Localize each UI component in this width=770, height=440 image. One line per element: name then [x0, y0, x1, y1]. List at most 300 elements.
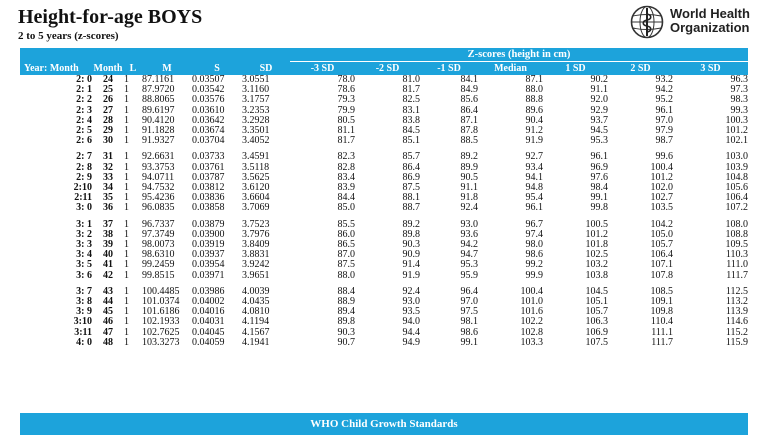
s-cell: 0.03704: [192, 135, 225, 147]
s-cell: 0.03507: [192, 74, 225, 85]
pos3sd-cell: 108.0: [725, 218, 749, 230]
month-cell: 44: [103, 296, 113, 308]
sd-cell: 4.1567: [242, 326, 270, 338]
year-month-cell: 2: 8: [76, 161, 92, 173]
l-cell: 1: [124, 135, 129, 147]
col-header-sd: SD: [242, 62, 290, 76]
pos3sd-cell: 106.4: [725, 192, 749, 204]
neg1sd-cell: 93.6: [460, 228, 478, 240]
sd-cell: 3.4052: [242, 135, 270, 147]
neg2sd-cell: 90.3: [402, 239, 420, 251]
zscore-group-header: Z-scores (height in cm): [290, 48, 748, 62]
neg2sd-cell: 91.9: [402, 269, 420, 281]
l-cell: 1: [124, 316, 129, 328]
neg1sd-cell: 87.1: [460, 114, 478, 126]
pos2sd-cell: 95.2: [655, 94, 673, 106]
l-cell: 1: [124, 84, 129, 96]
pos3sd-cell: 110.3: [725, 249, 749, 261]
median-cell: 100.4: [520, 285, 543, 297]
median-cell: 91.9: [525, 135, 543, 147]
pos1sd-cell: 103.8: [585, 269, 608, 281]
s-cell: 0.03858: [192, 202, 225, 214]
l-cell: 1: [124, 114, 129, 126]
pos1sd-cell: 99.8: [590, 202, 608, 214]
year-month-cell: 2: 1: [76, 84, 92, 96]
median-cell: 96.1: [525, 202, 543, 214]
neg2sd-cell: 82.5: [402, 94, 420, 106]
neg3sd-cell: 79.3: [337, 94, 355, 106]
neg1sd-cell: 98.1: [460, 316, 478, 328]
median-cell: 87.1: [525, 74, 543, 85]
table-row: [20, 152, 748, 162]
sd-cell: 3.9242: [242, 259, 270, 271]
sd-cell: 4.0810: [242, 306, 270, 318]
median-cell: 91.2: [525, 125, 543, 137]
neg3sd-cell: 86.0: [337, 228, 355, 240]
pos3sd-cell: 112.5: [725, 285, 749, 297]
median-cell: 96.7: [525, 218, 543, 230]
table-row: [20, 260, 748, 270]
month-cell: 46: [103, 316, 113, 328]
who-logo: [628, 4, 770, 40]
month-cell: 27: [103, 104, 113, 116]
l-cell: 1: [124, 296, 129, 308]
neg2sd-cell: 85.1: [402, 135, 420, 147]
m-cell: 91.9327: [142, 135, 175, 147]
col-header-s: S: [192, 62, 242, 76]
pos1sd-cell: 92.9: [590, 104, 608, 116]
l-cell: 1: [124, 192, 129, 204]
month-cell: 41: [103, 259, 113, 271]
neg3sd-cell: 83.9: [337, 182, 355, 194]
year-month-cell: 2: 0: [76, 74, 92, 85]
neg2sd-cell: 94.9: [402, 336, 420, 348]
neg1sd-cell: 85.6: [460, 94, 478, 106]
l-cell: 1: [124, 326, 129, 338]
neg3sd-cell: 90.7: [337, 336, 355, 348]
pos1sd-cell: 100.5: [585, 218, 608, 230]
sd-cell: 3.2353: [242, 104, 270, 116]
pos3sd-cell: 113.2: [725, 296, 749, 308]
pos2sd-cell: 111.1: [651, 326, 673, 338]
pos3sd-cell: 100.3: [725, 114, 749, 126]
pos3sd-cell: 108.8: [725, 228, 749, 240]
month-cell: 34: [103, 182, 113, 194]
neg3sd-cell: 87.5: [337, 259, 355, 271]
month-cell: 43: [103, 285, 113, 297]
col-header-1sd: 1 SD: [543, 62, 608, 76]
neg1sd-cell: 94.2: [460, 239, 478, 251]
sd-cell: 3.7523: [242, 218, 270, 230]
l-cell: 1: [124, 218, 129, 230]
month-cell: 29: [103, 125, 113, 137]
m-cell: 90.4120: [142, 114, 175, 126]
table-row: [20, 338, 748, 348]
pos1sd-cell: 91.1: [590, 84, 608, 96]
m-cell: 100.4485: [142, 285, 180, 297]
neg2sd-cell: 86.4: [402, 161, 420, 173]
m-cell: 89.6197: [142, 104, 175, 116]
neg1sd-cell: 87.8: [460, 125, 478, 137]
neg3sd-cell: 82.3: [337, 151, 355, 163]
year-month-cell: 3: 4: [76, 249, 92, 261]
median-cell: 101.6: [520, 306, 543, 318]
col-header-m: M: [142, 62, 192, 76]
s-cell: 0.04045: [192, 326, 225, 338]
sd-cell: 3.7976: [242, 228, 270, 240]
pos3sd-cell: 103.0: [725, 151, 749, 163]
col-header-median: Median: [478, 62, 543, 76]
l-cell: 1: [124, 228, 129, 240]
m-cell: 92.6631: [142, 151, 175, 163]
pos3sd-cell: 97.3: [730, 84, 749, 96]
neg3sd-cell: 85.5: [337, 218, 355, 230]
pos3sd-cell: 114.6: [725, 316, 749, 328]
pos2sd-cell: 98.7: [655, 135, 673, 147]
l-cell: 1: [124, 249, 129, 261]
table-row: [20, 95, 748, 105]
year-month-cell: 2: 9: [76, 171, 92, 183]
neg1sd-cell: 97.0: [460, 296, 478, 308]
year-month-cell: 3: 5: [76, 259, 92, 271]
org-name-line2: Organization: [670, 20, 750, 35]
pos1sd-cell: 106.9: [585, 326, 608, 338]
s-cell: 0.04002: [192, 296, 225, 308]
pos3sd-cell: 115.2: [725, 326, 749, 338]
median-cell: 99.9: [525, 269, 543, 281]
pos3sd-cell: 101.2: [725, 125, 749, 137]
l-cell: 1: [124, 182, 129, 194]
l-cell: 1: [124, 259, 129, 271]
s-cell: 0.04016: [192, 306, 225, 318]
pos1sd-cell: 93.7: [590, 114, 608, 126]
table-row: [20, 173, 748, 183]
l-cell: 1: [124, 336, 129, 348]
month-cell: 37: [103, 218, 113, 230]
neg1sd-cell: 94.7: [460, 249, 478, 261]
s-cell: 0.04059: [192, 336, 225, 348]
year-month-cell: 2:10: [73, 182, 92, 194]
pos3sd-cell: 104.8: [725, 171, 749, 183]
m-cell: 99.8515: [142, 269, 175, 281]
year-month-cell: 2: 6: [76, 135, 92, 147]
median-cell: 89.6: [525, 104, 543, 116]
neg1sd-cell: 95.3: [460, 259, 478, 271]
s-cell: 0.03836: [192, 192, 225, 204]
neg2sd-cell: 88.7: [402, 202, 420, 214]
s-cell: 0.03919: [192, 239, 225, 251]
pos2sd-cell: 103.5: [650, 202, 673, 214]
year-month-cell: 3:10: [73, 316, 92, 328]
year-month-cell: 3: 1: [76, 218, 92, 230]
s-cell: 0.03761: [192, 161, 225, 173]
neg1sd-cell: 84.9: [460, 84, 478, 96]
pos2sd-cell: 102.7: [650, 192, 673, 204]
pos2sd-cell: 107.8: [650, 269, 673, 281]
pos3sd-cell: 109.5: [725, 239, 749, 251]
pos3sd-cell: 99.3: [730, 104, 749, 116]
neg3sd-cell: 90.3: [337, 326, 355, 338]
neg1sd-cell: 89.2: [460, 151, 478, 163]
m-cell: 102.7625: [142, 326, 180, 338]
pos2sd-cell: 104.2: [650, 218, 673, 230]
neg2sd-cell: 94.0: [402, 316, 420, 328]
year-month-cell: 2: 7: [76, 151, 92, 163]
neg1sd-cell: 95.9: [460, 269, 478, 281]
pos3sd-cell: 103.9: [725, 161, 749, 173]
month-cell: 28: [103, 114, 113, 126]
m-cell: 94.0711: [142, 171, 175, 183]
pos2sd-cell: 106.4: [650, 249, 673, 261]
pos1sd-cell: 92.0: [590, 94, 608, 106]
header-spacer: [20, 48, 290, 62]
month-cell: 39: [103, 239, 113, 251]
year-month-cell: 4: 0: [76, 336, 92, 348]
table-row: [20, 297, 748, 307]
neg3sd-cell: 78.0: [337, 74, 355, 85]
pos3sd-cell: 115.9: [725, 336, 749, 348]
sd-cell: 3.6604: [242, 192, 270, 204]
table-row: [20, 183, 748, 193]
pos2sd-cell: 107.1: [650, 259, 673, 271]
m-cell: 103.3273: [142, 336, 180, 348]
s-cell: 0.04031: [192, 316, 225, 328]
pos3sd-cell: 102.1: [725, 135, 749, 147]
s-cell: 0.03879: [192, 218, 225, 230]
neg1sd-cell: 86.4: [460, 104, 478, 116]
pos1sd-cell: 104.5: [585, 285, 608, 297]
who-emblem-icon: [630, 5, 664, 39]
sd-cell: 3.1160: [242, 84, 270, 96]
month-cell: 48: [103, 336, 113, 348]
table-row: [20, 240, 748, 250]
neg2sd-cell: 89.2: [402, 218, 420, 230]
pos2sd-cell: 93.2: [655, 74, 673, 85]
pos1sd-cell: 94.5: [590, 125, 608, 137]
m-cell: 101.0374: [142, 296, 180, 308]
s-cell: 0.03733: [192, 151, 225, 163]
pos1sd-cell: 102.5: [585, 249, 608, 261]
pos2sd-cell: 97.9: [655, 125, 673, 137]
sd-cell: 3.7069: [242, 202, 270, 214]
l-cell: 1: [124, 171, 129, 183]
pos3sd-cell: 111.0: [726, 259, 749, 271]
col-header-year-month: Year: Month: [20, 62, 92, 76]
median-cell: 102.8: [520, 326, 543, 338]
page-subtitle: 2 to 5 years (z-scores): [18, 30, 119, 42]
page-title: Height-for-age BOYS: [18, 6, 203, 28]
table-row: [20, 203, 748, 213]
neg3sd-cell: 81.1: [337, 125, 355, 137]
sd-cell: 3.8831: [242, 249, 270, 261]
neg2sd-cell: 85.7: [402, 151, 420, 163]
pos2sd-cell: 105.7: [650, 239, 673, 251]
col-header-neg3sd: -3 SD: [290, 62, 355, 76]
median-cell: 93.4: [525, 161, 543, 173]
table-row: [20, 250, 748, 260]
median-cell: 97.4: [525, 228, 543, 240]
pos2sd-cell: 109.8: [650, 306, 673, 318]
sd-cell: 3.0551: [242, 74, 270, 85]
m-cell: 93.3753: [142, 161, 175, 173]
pos1sd-cell: 105.1: [585, 296, 608, 308]
median-cell: 88.0: [525, 84, 543, 96]
s-cell: 0.03787: [192, 171, 225, 183]
sd-cell: 3.5118: [242, 161, 270, 173]
table-row: [20, 230, 748, 240]
pos2sd-cell: 99.6: [655, 151, 673, 163]
sd-cell: 3.9651: [242, 269, 270, 281]
month-cell: 38: [103, 228, 113, 240]
s-cell: 0.03812: [192, 182, 225, 194]
year-month-cell: 3: 3: [76, 239, 92, 251]
pos1sd-cell: 101.2: [585, 228, 608, 240]
zscore-table: [20, 48, 748, 348]
s-cell: 0.03986: [192, 285, 225, 297]
neg3sd-cell: 89.8: [337, 316, 355, 328]
neg1sd-cell: 90.5: [460, 171, 478, 183]
pos2sd-cell: 102.0: [650, 182, 673, 194]
year-month-cell: 2: 5: [76, 125, 92, 137]
m-cell: 98.6310: [142, 249, 175, 261]
median-cell: 98.6: [525, 249, 543, 261]
table-row: [20, 126, 748, 136]
month-cell: 32: [103, 161, 113, 173]
pos3sd-cell: 107.2: [725, 202, 749, 214]
median-cell: 94.1: [525, 171, 543, 183]
pos1sd-cell: 99.1: [590, 192, 608, 204]
s-cell: 0.03971: [192, 269, 225, 281]
neg1sd-cell: 93.0: [460, 218, 478, 230]
col-header-2sd: 2 SD: [608, 62, 673, 76]
s-cell: 0.03576: [192, 94, 225, 106]
neg3sd-cell: 87.0: [337, 249, 355, 261]
pos1sd-cell: 105.7: [585, 306, 608, 318]
l-cell: 1: [124, 74, 129, 85]
sd-cell: 4.0435: [242, 296, 270, 308]
neg2sd-cell: 91.4: [402, 259, 420, 271]
pos1sd-cell: 95.3: [590, 135, 608, 147]
neg2sd-cell: 83.8: [402, 114, 420, 126]
month-cell: 35: [103, 192, 113, 204]
pos2sd-cell: 109.1: [650, 296, 673, 308]
table-row: [20, 317, 748, 327]
median-cell: 94.8: [525, 182, 543, 194]
neg2sd-cell: 86.9: [402, 171, 420, 183]
month-cell: 36: [103, 202, 113, 214]
median-cell: 88.8: [525, 94, 543, 106]
s-cell: 0.03674: [192, 125, 225, 137]
s-cell: 0.03542: [192, 84, 225, 96]
pos3sd-cell: 96.3: [730, 74, 749, 85]
table-row: [20, 193, 748, 203]
m-cell: 96.7337: [142, 218, 175, 230]
median-cell: 99.2: [525, 259, 543, 271]
year-month-cell: 3: 8: [76, 296, 92, 308]
m-cell: 88.8065: [142, 94, 175, 106]
year-month-cell: 2: 3: [76, 104, 92, 116]
neg1sd-cell: 96.4: [460, 285, 478, 297]
sd-cell: 3.2928: [242, 114, 270, 126]
neg3sd-cell: 78.6: [337, 84, 355, 96]
sd-cell: 4.1194: [242, 316, 270, 328]
neg2sd-cell: 88.1: [402, 192, 420, 204]
neg3sd-cell: 85.0: [337, 202, 355, 214]
s-cell: 0.03954: [192, 259, 225, 271]
l-cell: 1: [124, 151, 129, 163]
neg1sd-cell: 97.5: [460, 306, 478, 318]
neg3sd-cell: 89.4: [337, 306, 355, 318]
table-row: [20, 136, 748, 146]
pos1sd-cell: 96.9: [590, 161, 608, 173]
l-cell: 1: [124, 285, 129, 297]
m-cell: 96.0835: [142, 202, 175, 214]
neg1sd-cell: 91.1: [460, 182, 478, 194]
pos2sd-cell: 96.1: [655, 104, 673, 116]
pos3sd-cell: 111.7: [726, 269, 749, 281]
m-cell: 97.3749: [142, 228, 175, 240]
l-cell: 1: [124, 94, 129, 106]
m-cell: 87.9720: [142, 84, 175, 96]
year-month-cell: 3: 2: [76, 228, 92, 240]
l-cell: 1: [124, 202, 129, 214]
pos1sd-cell: 103.2: [585, 259, 608, 271]
year-month-cell: 3: 9: [76, 306, 92, 318]
sd-cell: 3.5625: [242, 171, 270, 183]
pos1sd-cell: 101.8: [585, 239, 608, 251]
month-cell: 45: [103, 306, 113, 318]
col-header-neg1sd: -1 SD: [420, 62, 478, 76]
sd-cell: 3.8409: [242, 239, 270, 251]
neg2sd-cell: 84.5: [402, 125, 420, 137]
l-cell: 1: [124, 161, 129, 173]
median-cell: 103.3: [520, 336, 543, 348]
neg1sd-cell: 98.6: [460, 326, 478, 338]
pos2sd-cell: 101.2: [650, 171, 673, 183]
month-cell: 33: [103, 171, 113, 183]
table-row: [20, 85, 748, 95]
col-header-neg2sd: -2 SD: [355, 62, 420, 76]
median-cell: 102.2: [520, 316, 543, 328]
year-month-cell: 2: 4: [76, 114, 92, 126]
neg3sd-cell: 83.4: [337, 171, 355, 183]
m-cell: 94.7532: [142, 182, 175, 194]
pos2sd-cell: 111.7: [651, 336, 673, 348]
pos1sd-cell: 97.6: [590, 171, 608, 183]
neg2sd-cell: 83.1: [402, 104, 420, 116]
l-cell: 1: [124, 306, 129, 318]
s-cell: 0.03642: [192, 114, 225, 126]
col-header-l: L: [124, 62, 142, 76]
neg3sd-cell: 84.4: [337, 192, 355, 204]
median-cell: 92.7: [525, 151, 543, 163]
year-month-cell: 3:11: [74, 326, 92, 338]
median-cell: 90.4: [525, 114, 543, 126]
pos1sd-cell: 98.4: [590, 182, 608, 194]
m-cell: 91.1828: [142, 125, 175, 137]
month-cell: 26: [103, 94, 113, 106]
table-row: [20, 328, 748, 338]
m-cell: 98.0073: [142, 239, 175, 251]
sd-cell: 3.6120: [242, 182, 270, 194]
sd-cell: 3.1757: [242, 94, 270, 106]
neg2sd-cell: 93.5: [402, 306, 420, 318]
month-cell: 42: [103, 269, 113, 281]
pos1sd-cell: 90.2: [590, 74, 608, 85]
year-month-cell: 2:11: [74, 192, 92, 204]
s-cell: 0.03937: [192, 249, 225, 261]
sd-cell: 3.3501: [242, 125, 270, 137]
